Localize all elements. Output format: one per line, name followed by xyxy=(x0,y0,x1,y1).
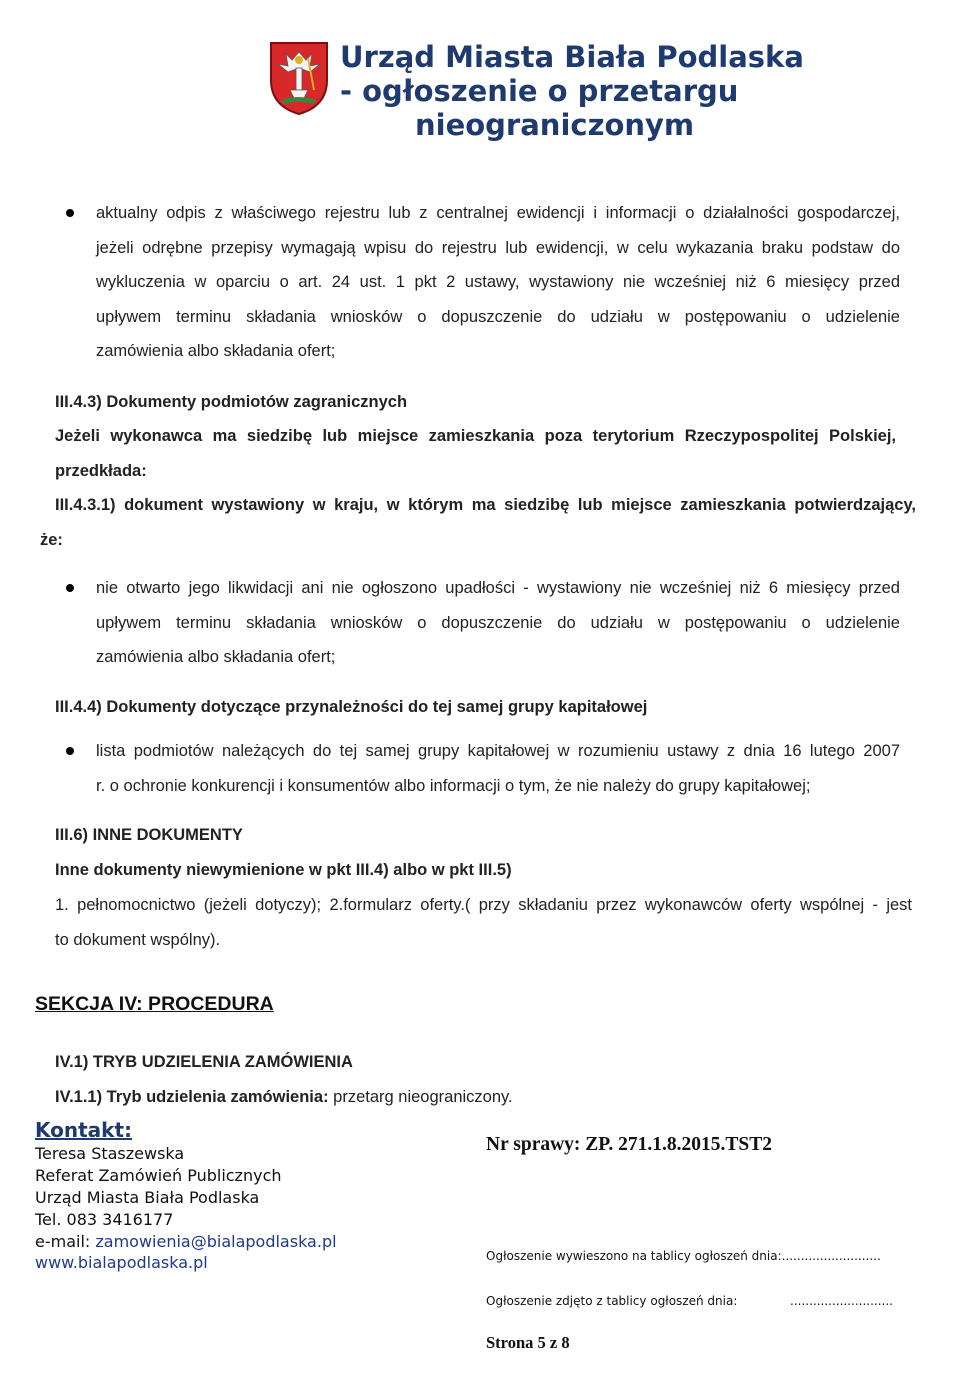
text-line: przedkłada: xyxy=(55,461,147,480)
contact-name: Teresa Staszewska xyxy=(35,1144,185,1163)
procedure-mode-value: przetarg nieograniczony. xyxy=(328,1088,513,1106)
header-title-line3: nieograniczonym xyxy=(415,108,695,142)
contact-department: Referat Zamówień Publicznych xyxy=(35,1166,282,1185)
text-line: upływem terminu składania wniosków o dopuszczenie do udziału w postępowaniu o udzielenie xyxy=(96,307,900,326)
removed-date-label: Ogłoszenie zdjęto z tablicy ogłoszeń dnia: xyxy=(486,1294,738,1308)
contact-heading: Kontakt: xyxy=(35,1118,133,1142)
text-line: Jeżeli wykonawca ma siedzibę lub miejsce zamieszkania poza terytorium Rzeczypospolitej Polskiej, xyxy=(55,427,896,445)
text-line: jeżeli odrębne przepisy wymagają wpisu do rejestru lub ewidencji, w celu wykazania braku podstaw do xyxy=(96,238,900,257)
heading-procedure-mode: IV.1) TRYB UDZIELENIA ZAMÓWIENIA xyxy=(55,1053,353,1071)
text-line: nie otwarto jego likwidacji ani nie ogłoszono upadłości - wystawiony nie wcześniej niż 6 miesięcy przed xyxy=(96,579,900,597)
paragraph-home-country-document xyxy=(40,488,916,557)
page-number: Strona 5 z 8 xyxy=(486,1333,570,1352)
case-number: Nr sprawy: ZP. 271.1.8.2015.TST2 xyxy=(486,1134,773,1155)
paragraph-current-registry-extract xyxy=(96,196,900,369)
header-title-line2: - ogłoszenie o przetargu xyxy=(340,74,739,108)
paragraph-foreign-entities xyxy=(55,419,896,488)
paragraph-capital-group-list xyxy=(96,734,900,803)
text-line: wykluczenia w oparciu o art. 24 ust. 1 pkt 2 ustawy, wystawiony nie wcześniej niż 6 miesięcy przed xyxy=(96,273,900,291)
paragraph-other-documents-list xyxy=(55,888,912,957)
procedure-mode-line xyxy=(55,1088,513,1107)
section-iv-title: SEKCJA IV: PROCEDURA xyxy=(35,993,274,1015)
removed-date-dots: ........................... xyxy=(790,1294,893,1308)
text-line: III.4.3.1) dokument wystawiony w kraju, w którym ma siedzibę lub miejsce zamieszkania potwierdzający, xyxy=(55,496,916,514)
text-line: upływem terminu składania wniosków o dopuszczenie do udziału w postępowaniu o udzielenie xyxy=(96,613,900,632)
subheading-other-documents: Inne dokumenty niewymienione w pkt III.4) albo w pkt III.5) xyxy=(55,861,512,879)
paragraph-no-liquidation xyxy=(96,571,900,675)
contact-phone: Tel. 083 3416177 xyxy=(35,1210,174,1229)
city-crest-logo xyxy=(268,40,330,116)
text-line: to dokument wspólny). xyxy=(55,930,221,949)
bullet-icon xyxy=(66,584,74,592)
contact-email xyxy=(35,1232,337,1251)
text-line: r. o ochronie konkurencji i konsumentów albo informacji o tym, że nie należy do grupy kapitałowej; xyxy=(96,776,811,795)
posted-date-line: Ogłoszenie wywieszono na tablicy ogłoszeń dnia:.......................... xyxy=(486,1249,881,1263)
text-line: aktualny odpis z właściwego rejestru lub z centralnej ewidencji i informacji o działalności gospodarczej, xyxy=(96,204,900,222)
heading-other-documents: III.6) INNE DOKUMENTY xyxy=(55,826,243,844)
text-line: zamówienia albo składania ofert; xyxy=(96,342,336,360)
contact-office: Urząd Miasta Biała Podlaska xyxy=(35,1188,260,1207)
website-link[interactable]: www.bialapodlaska.pl xyxy=(35,1253,208,1272)
email-label: e-mail: xyxy=(35,1232,96,1251)
text-line: lista podmiotów należących do tej samej grupy kapitałowej w rozumieniu ustawy z dnia 16 lutego 2007 xyxy=(96,742,900,760)
text-line: że: xyxy=(40,530,63,549)
heading-capital-group-documents: III.4.4) Dokumenty dotyczące przynależności do tej samej grupy kapitałowej xyxy=(55,698,648,716)
text-line: zamówienia albo składania ofert; xyxy=(96,648,336,666)
text-line: 1. pełnomocnictwo (jeżeli dotyczy); 2.formularz oferty.( przy składaniu przez wykonawców oferty wspólnej - jest xyxy=(55,896,912,914)
header-title-line1: Urząd Miasta Biała Podlaska xyxy=(340,40,804,74)
bullet-icon xyxy=(66,209,74,217)
bullet-icon xyxy=(66,747,74,755)
email-link[interactable]: zamowienia@bialapodlaska.pl xyxy=(95,1232,337,1251)
procedure-mode-label: IV.1.1) Tryb udzielenia zamówienia: xyxy=(55,1088,329,1106)
heading-foreign-entities-documents: III.4.3) Dokumenty podmiotów zagranicznych xyxy=(55,393,408,411)
